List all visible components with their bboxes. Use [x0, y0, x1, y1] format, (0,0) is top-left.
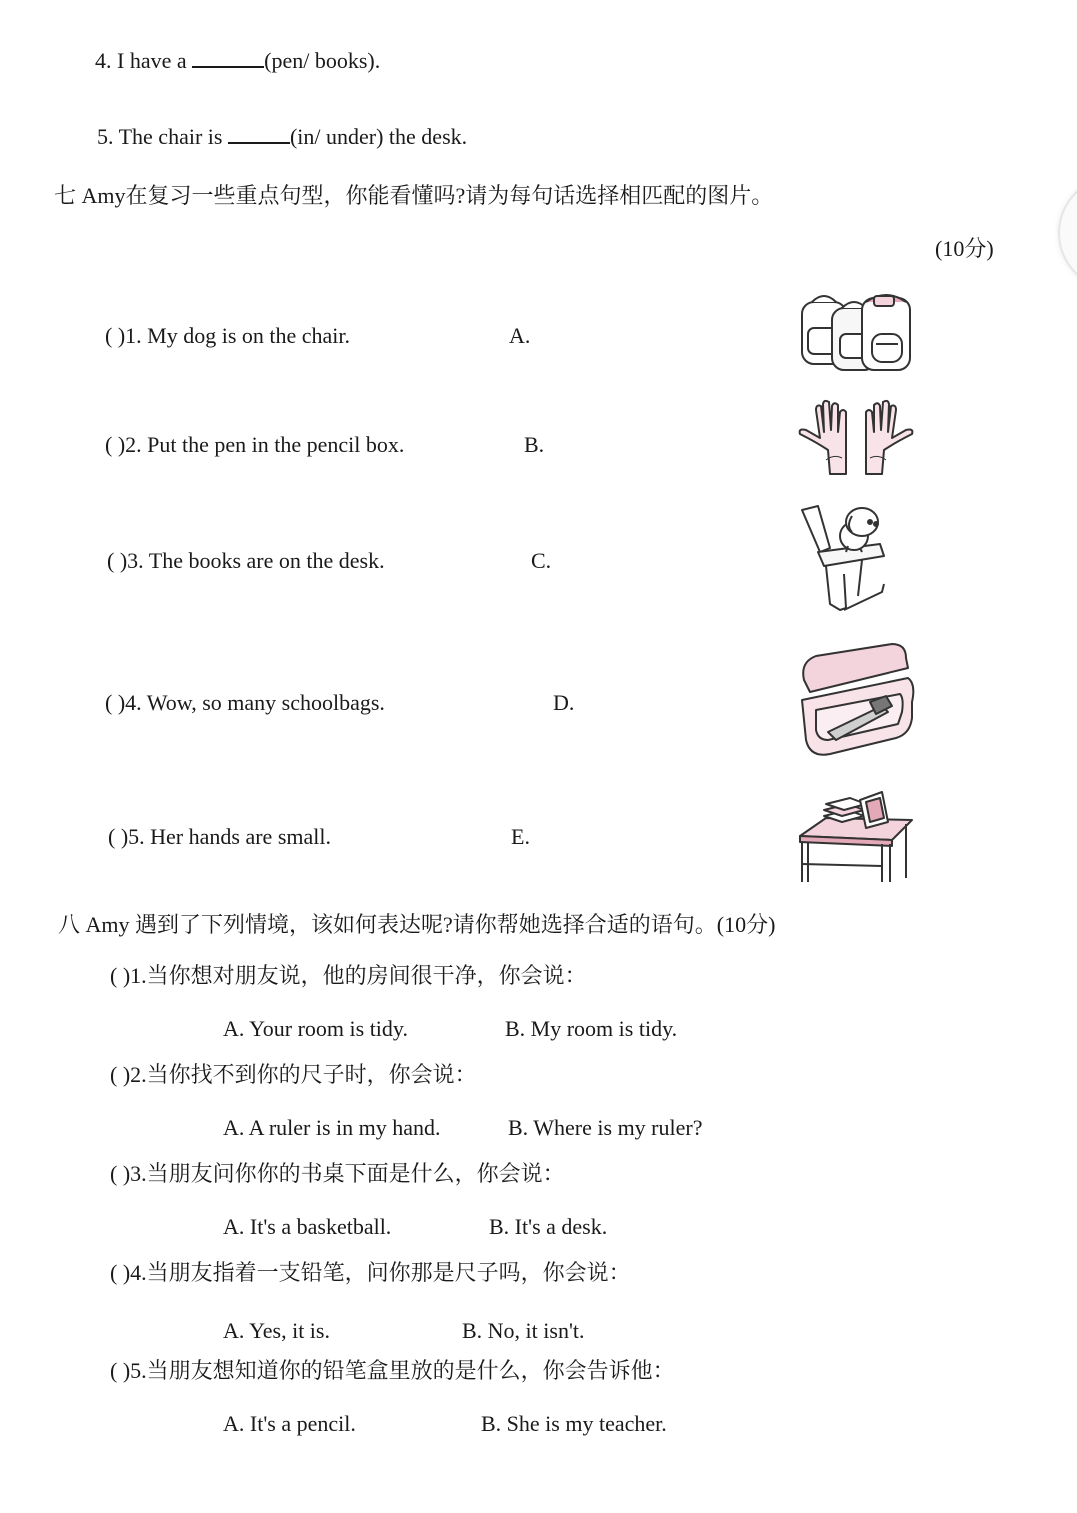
- question-text: 2.当你找不到你的尺子时，你会说：: [130, 1062, 477, 1087]
- answer-paren[interactable]: ( ): [110, 1062, 131, 1087]
- section8-title: 八 Amy 遇到了下列情境，该如何表达呢?请你帮她选择合适的语句。(10分): [58, 912, 776, 937]
- section7-item-5: [108, 824, 331, 850]
- item-text: 1. My dog is on the chair.: [125, 323, 351, 348]
- section7-item-4: [105, 690, 385, 716]
- item-text: 4. Wow, so many schoolbags.: [125, 690, 385, 715]
- picture-letter-e: E.: [511, 824, 530, 849]
- item-text: 3. The books are on the desk.: [127, 548, 385, 573]
- picture-letter-a: A.: [509, 323, 531, 348]
- fill-blank-q4: [95, 46, 380, 74]
- answer-blank[interactable]: [192, 46, 264, 68]
- option-b[interactable]: B. It's a desk.: [489, 1214, 608, 1239]
- answer-paren[interactable]: ( ): [110, 963, 131, 988]
- answer-blank[interactable]: [228, 122, 290, 144]
- answer-paren[interactable]: ( ): [105, 323, 126, 348]
- option-b[interactable]: B. My room is tidy.: [505, 1016, 678, 1041]
- floating-assist-button[interactable]: [1058, 176, 1077, 290]
- books-on-desk-icon: [796, 786, 914, 884]
- q5-options: (in/ under) the desk.: [289, 124, 468, 149]
- section7-title: 七 Amy在复习一些重点句型，你能看懂吗?请为每句话选择相匹配的图片。: [54, 183, 774, 208]
- option-a[interactable]: A. It's a basketball.: [223, 1214, 392, 1239]
- item-text: 5. Her hands are small.: [128, 824, 331, 849]
- picture-letter-b: B.: [524, 432, 545, 457]
- option-b[interactable]: B. Where is my ruler?: [508, 1115, 703, 1140]
- answer-paren[interactable]: ( ): [110, 1358, 131, 1383]
- section8-question-5: [110, 1358, 675, 1384]
- section8-question-3: [110, 1161, 565, 1187]
- answer-paren[interactable]: ( ): [110, 1260, 131, 1285]
- section7-score: (10分): [935, 236, 994, 261]
- option-a[interactable]: A. Yes, it is.: [223, 1318, 330, 1343]
- question-text: 5.当朋友想知道你的铅笔盒里放的是什么，你会告诉他：: [130, 1358, 675, 1383]
- answer-paren[interactable]: ( ): [105, 690, 126, 715]
- option-a[interactable]: A. A ruler is in my hand.: [223, 1115, 441, 1140]
- option-a[interactable]: A. It's a pencil.: [223, 1411, 356, 1436]
- picture-letter-c: C.: [531, 548, 552, 573]
- schoolbags-icon: [796, 288, 918, 380]
- option-b[interactable]: B. She is my teacher.: [481, 1411, 667, 1436]
- question-text: 1.当你想对朋友说，他的房间很干净，你会说：: [130, 963, 587, 988]
- answer-paren[interactable]: ( ): [110, 1161, 131, 1186]
- item-text: 2. Put the pen in the pencil box.: [125, 432, 405, 457]
- option-b[interactable]: B. No, it isn't.: [462, 1318, 585, 1343]
- answer-paren[interactable]: ( ): [107, 548, 128, 573]
- q4-options: (pen/ books).: [264, 48, 381, 73]
- section8-question-1: [110, 963, 587, 989]
- answer-paren[interactable]: ( ): [105, 432, 126, 457]
- q4-text: 4. I have a: [95, 48, 193, 73]
- question-text: 4.当朋友指着一支铅笔，问你那是尺子吗，你会说：: [130, 1260, 631, 1285]
- option-a[interactable]: A. Your room is tidy.: [223, 1016, 408, 1041]
- fill-blank-q5: [97, 122, 467, 150]
- question-text: 3.当朋友问你你的书桌下面是什么，你会说：: [130, 1161, 565, 1186]
- section7-item-2: [105, 432, 404, 458]
- hands-icon: [796, 398, 916, 478]
- answer-paren[interactable]: ( ): [108, 824, 129, 849]
- picture-letter-d: D.: [553, 690, 575, 715]
- section7-item-3: [107, 548, 385, 574]
- section8-question-2: [110, 1062, 477, 1088]
- section8-question-4: [110, 1260, 631, 1286]
- q5-text: 5. The chair is: [97, 124, 228, 149]
- dog-on-chair-icon: [796, 500, 890, 618]
- section7-item-1: [105, 323, 350, 349]
- pencil-box-icon: [796, 640, 918, 760]
